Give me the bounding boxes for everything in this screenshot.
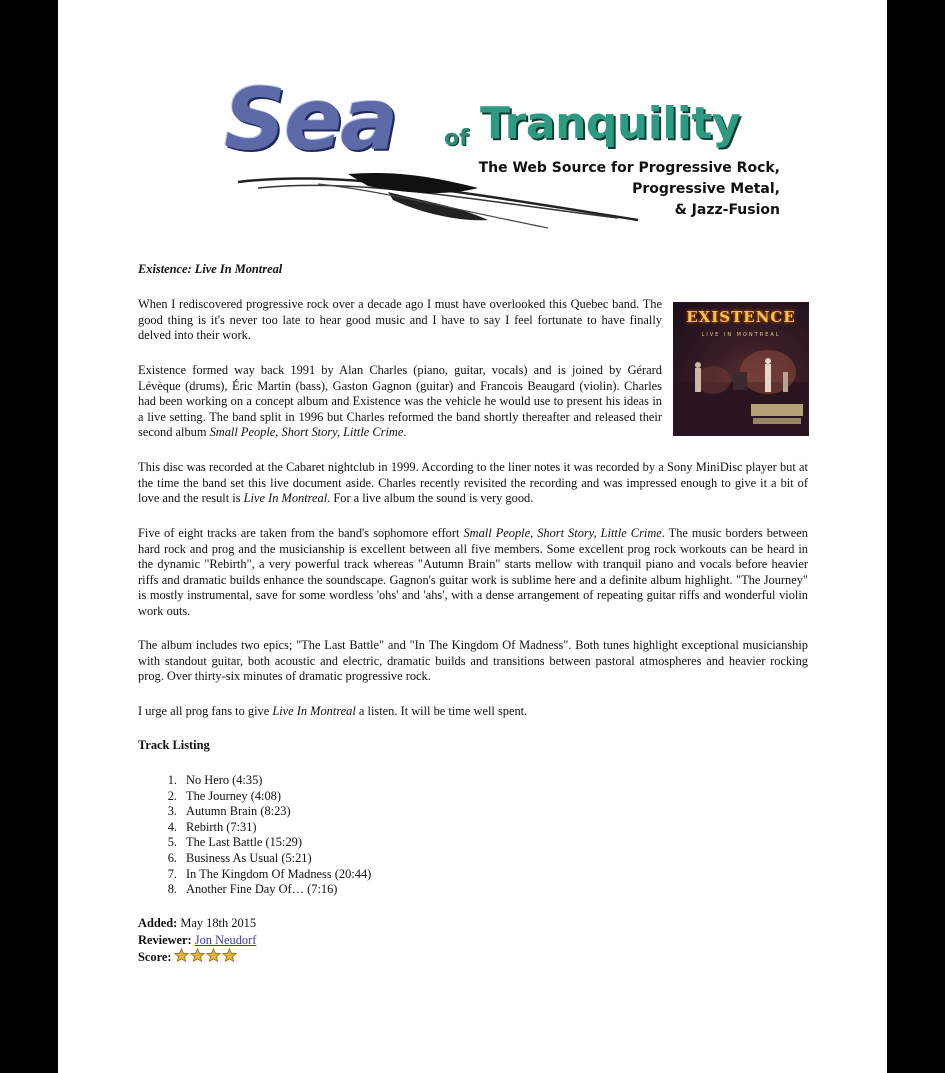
score-stars: [174, 948, 238, 967]
track-title: Rebirth (7:31): [186, 819, 257, 834]
document-page: [58, 0, 887, 1073]
score-row: [138, 948, 256, 967]
track-number: 6.: [167, 850, 177, 865]
track-number: 3.: [167, 804, 177, 819]
paragraph-3-end: . For a live album the sound is very good.: [327, 491, 534, 506]
star-icon: [206, 948, 221, 962]
track-title: Autumn Brain (8:23): [186, 804, 291, 819]
track-number: 2.: [167, 788, 177, 803]
track-title: Business As Usual (5:21): [186, 850, 312, 865]
logo-of-text: of: [444, 126, 469, 151]
track-item: [167, 835, 371, 851]
paragraph-1: When I rediscovered progressive rock over a decade ago I must have overlooked this Quebec band. The good thing is it's never too late to hear good music and I have to say I feel fortunate to have finally delved into their work.: [138, 297, 662, 343]
track-number: 7.: [167, 866, 177, 881]
track-title: In The Kingdom Of Madness (20:44): [186, 866, 372, 881]
paragraph-4-end: . The music borders between hard rock and prog and the musicianship is excellent between all five members. Some excellent prog rock workouts can be heard in the dynamic "Rebirth", a very powerful track whereas "Autumn Brain" starts mellow with tranquil piano and vocals before heavier riffs and dramatic builds enhance the soundscape. Gagnon's guitar work is sublime here and a definite album highlight. "The Journey" is mostly instrumental, save for some wordless 'ohs' and 'ahs', with a dense arrangement of repeating guitar riffs and wonderful violin work outs.: [138, 526, 808, 618]
reviewer-link[interactable]: Jon Neudorf: [194, 932, 257, 947]
track-number: 8.: [167, 882, 177, 897]
album-title-emphasis: Small People, Short Story, Little Crime: [209, 425, 404, 440]
track-number: 1.: [167, 773, 177, 787]
star-icon: [174, 948, 189, 962]
track-title: Another Fine Day Of… (7:16): [186, 882, 338, 897]
album-cover-image: [673, 302, 809, 436]
track-list: [138, 773, 371, 898]
paragraph-2: [138, 363, 662, 441]
track-title: The Last Battle (15:29): [186, 835, 302, 850]
album-title-emphasis: Live In Montreal: [243, 491, 328, 506]
paragraph-6: [138, 704, 808, 720]
logo-tagline-line-2: Progressive Metal,: [632, 181, 780, 197]
paragraph-6-end: a listen. It will be time well spent.: [355, 704, 528, 718]
score-label: Score:: [138, 950, 172, 964]
paragraph-4: [138, 526, 808, 620]
star-icon: [222, 948, 237, 962]
review-title: Existence: Live In Montreal: [138, 262, 283, 276]
paragraph-2-text: Existence formed way back 1991 by Alan Charles (piano, guitar, vocals) and is joined by Gérard Lévèque (drums), Éric Martin (bass), Gaston Gagnon (guitar) and Francois Beaugard (violin). Charles had been working on a concept album and Existence was the vehicle he would use to present his ideas in a live setting. The band split in 1996 but Charles reformed the band shortly thereafter and released their second album: [138, 363, 662, 440]
logo-tagline-line-3: & Jazz-Fusion: [674, 202, 780, 218]
album-title-emphasis: Live In Montreal: [272, 704, 356, 718]
logo-sea-text: Sea: [224, 70, 397, 170]
album-title-emphasis: Small People, Short Story, Little Crime: [463, 526, 662, 540]
added-row: [138, 915, 256, 932]
track-item: [167, 819, 371, 836]
paragraph-5: The album includes two epics; "The Last Battle" and "In The Kingdom Of Madness". Both tunes highlight exceptional musicianship with standout guitar, both acoustic and electric, dramatic builds and transitions between pastoral atmospheres and heavier rocking prog. Over thirty-six minutes of dramatic progressive rock.: [138, 638, 808, 684]
logo-tranquility-text: Tranquility: [480, 98, 741, 149]
track-item: [167, 804, 371, 820]
track-item: [167, 788, 371, 805]
logo-tagline-line-1: The Web Source for Progressive Rock,: [478, 160, 780, 176]
track-item: [167, 866, 372, 883]
track-item: [167, 850, 371, 867]
paragraph-3: [138, 460, 808, 507]
review-meta: [138, 915, 256, 967]
paragraph-3-text: This disc was recorded at the Cabaret nightclub in 1999. According to the liner notes it was recorded by a Sony MiniDisc player but at the time the band set this live document aside. Charles recently revisited the recording and was impressed enough to give it a bit of love and the result is: [138, 460, 808, 506]
track-listing-heading: Track Listing: [138, 738, 210, 752]
site-logo: [218, 70, 778, 240]
track-item: [167, 773, 371, 789]
added-date: May 18th 2015: [180, 916, 257, 930]
track-number: 5.: [167, 835, 177, 850]
track-item: [167, 882, 371, 898]
star-icon: [190, 948, 205, 962]
reviewer-label: Reviewer:: [138, 932, 192, 947]
paragraph-4-text: Five of eight tracks are taken from the band's sophomore effort: [138, 526, 464, 540]
added-label: Added:: [138, 916, 178, 930]
logo-tagline: [479, 158, 780, 221]
reviewer-row: [138, 932, 256, 949]
track-number: 4.: [167, 819, 177, 834]
paragraph-6-text: I urge all prog fans to give: [138, 704, 273, 718]
track-title: No Hero (4:35): [186, 773, 263, 787]
track-title: The Journey (4:08): [186, 788, 281, 803]
cover-band-name: EXISTENCE: [686, 308, 796, 326]
paragraph-2-end: .: [403, 425, 407, 440]
cover-album-name: LIVE IN MONTREAL: [701, 332, 781, 338]
